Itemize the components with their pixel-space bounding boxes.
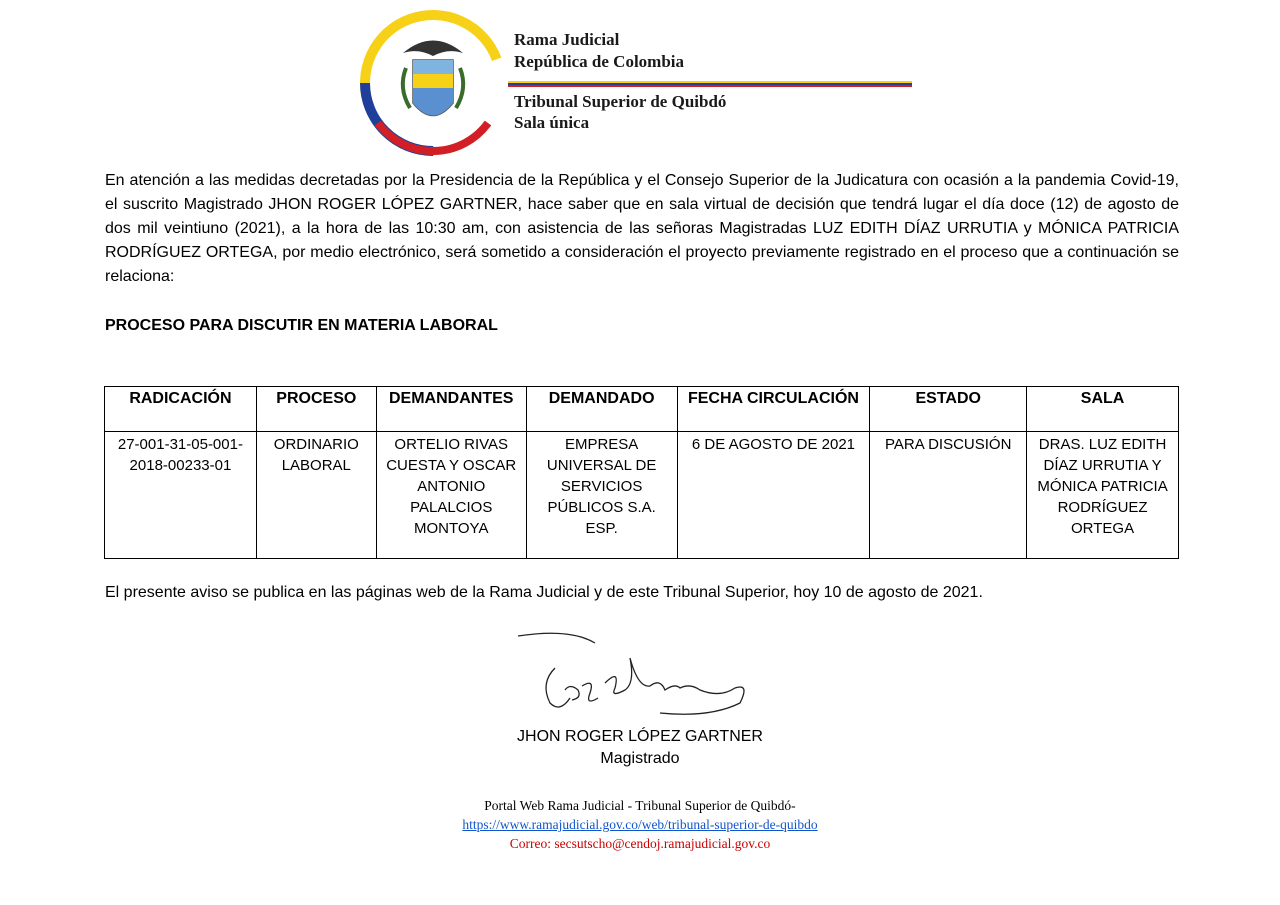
cell-sala: DRAS. LUZ EDITH DÍAZ URRUTIA Y MÓNICA PATRICIA RODRÍGUEZ ORTEGA	[1027, 432, 1179, 559]
header-proceso: PROCESO	[256, 387, 376, 432]
signer-name: JHON ROGER LÓPEZ GARTNER	[517, 728, 763, 745]
footer-email: Correo: secsutscho@cendoj.ramajudicial.gov.co	[509, 836, 771, 851]
cell-proceso: ORDINARIO LABORAL	[256, 432, 376, 559]
colombia-coat-of-arms-logo	[358, 8, 508, 158]
cell-estado: PARA DISCUSIÓN	[870, 432, 1027, 559]
court-name: Tribunal Superior de Quibdó	[514, 92, 727, 111]
table-row	[105, 432, 1179, 559]
cell-radicacion: 27-001-31-05-001-2018-00233-01	[105, 432, 257, 559]
footer	[0, 796, 1280, 853]
signer-role: Magistrado	[600, 750, 680, 767]
header-demandantes: DEMANDANTES	[376, 387, 526, 432]
handwritten-signature	[510, 628, 760, 723]
process-table	[104, 386, 1179, 559]
cell-demandantes: ORTELIO RIVAS CUESTA Y OSCAR ANTONIO PALALCIOS MONTOYA	[376, 432, 526, 559]
section-title: PROCESO PARA DISCUTIR EN MATERIA LABORAL	[105, 317, 498, 334]
header-demandado: DEMANDADO	[526, 387, 677, 432]
table-header-row	[105, 387, 1179, 432]
flag-stripes	[508, 81, 912, 87]
header-estado: ESTADO	[870, 387, 1027, 432]
footer-url-link[interactable]: https://www.ramajudicial.gov.co/web/tribunal-superior-de-quibdo	[462, 817, 818, 832]
org-name: Rama Judicial	[514, 30, 620, 49]
footer-portal: Portal Web Rama Judicial - Tribunal Superior de Quibdó-	[484, 798, 796, 813]
chamber-name: Sala única	[514, 113, 590, 132]
country-name: República de Colombia	[514, 52, 685, 71]
intro-paragraph: En atención a las medidas decretadas por la Presidencia de la República y el Consejo Superior de la Judicatura con ocasión a la pandemia Covid-19, el suscrito Magistrado JHON ROGER LÓPEZ GARTNER, hace saber que en sala virtual de decisión que tendrá lugar el día doce (12) de agosto de dos mil veintiuno (2021), a la hora de las 10:30 am, con asistencia de las señoras Magistradas LUZ EDITH DÍAZ URRUTIA y MÓNICA PATRICIA RODRÍGUEZ ORTEGA, por medio electrónico, será sometido a consideración el proyecto previamente registrado en el proceso que a continuación se relaciona:	[105, 172, 1179, 285]
header-fecha-circulacion: FECHA CIRCULACIÓN	[677, 387, 870, 432]
header-radicacion: RADICACIÓN	[105, 387, 257, 432]
letterhead	[358, 8, 918, 158]
closing-paragraph: El presente aviso se publica en las páginas web de la Rama Judicial y de este Tribunal Superior, hoy 10 de agosto de 2021.	[105, 584, 983, 601]
cell-fecha-circulacion: 6 DE AGOSTO DE 2021	[677, 432, 870, 559]
header-sala: SALA	[1027, 387, 1179, 432]
cell-demandado: EMPRESA UNIVERSAL DE SERVICIOS PÚBLICOS S.A. ESP.	[526, 432, 677, 559]
